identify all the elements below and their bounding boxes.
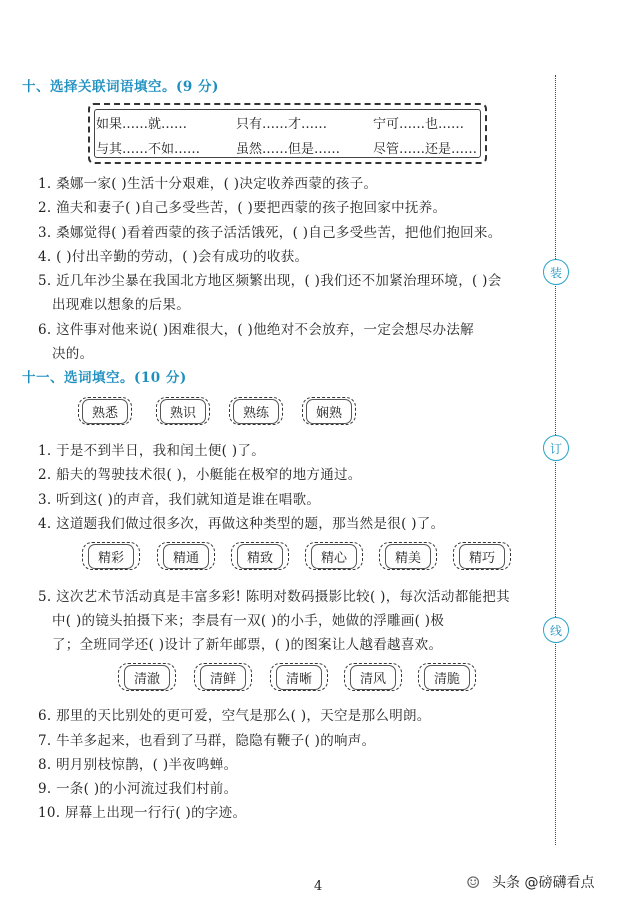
question-10-5-cont: 出现难以想象的后果。 [52,297,190,313]
word-option: 只有……才…… [236,117,328,132]
question-11-9: 9. 一条( )的小河流过我们村前。 [38,781,238,797]
question-11-7: 7. 牛羊多起来，也看到了马群，隐隐有鞭子( )的响声。 [38,733,376,749]
word-chip: 清脆 [418,663,476,691]
question-10-1: 1. 桑娜一家( )生活十分艰难，( )决定收养西蒙的孩子。 [38,176,378,192]
question-10-5: 5. 近几年沙尘暴在我国北方地区频繁出现，( )我们还不加紧治理环境，( )会 [38,273,502,289]
question-10-2: 2. 渔夫和妻子( )自己多受些苦，( )要把西蒙的孩子抱回家中抚养。 [38,200,447,216]
word-chip: 精通 [157,542,215,570]
question-11-2: 2. 船夫的驾驶技术很( )，小艇能在极窄的地方通过。 [38,467,362,483]
word-chip: 熟练 [229,397,283,425]
word-option: 与其……不如…… [96,142,201,157]
question-11-8: 8. 明月别枝惊鹊，( )半夜鸣蝉。 [38,757,238,773]
word-option: 宁可……也…… [373,117,465,132]
question-11-1: 1. 于是不到半日，我和闰土便( )了。 [38,443,265,459]
word-chip: 精美 [379,542,437,570]
word-chip: 清晰 [270,663,328,691]
word-chip: 精心 [305,542,363,570]
question-10-4: 4. ( )付出辛勤的劳动，( )会有成功的收获。 [38,249,309,265]
question-11-5: 5. 这次艺术节活动真是丰富多彩! 陈明对数码摄影比较( )，每次活动都能把其 [38,589,510,605]
word-option: 尽管……还是…… [373,142,478,157]
question-11-10: 10. 屏幕上出现一行行( )的字迹。 [38,805,247,821]
watermark: 头条 @磅礴看点 [492,875,595,891]
word-chip: 精巧 [453,542,511,570]
page-number: 4 [314,879,323,894]
word-option: 虽然……但是…… [236,142,341,157]
binding-mark: 线 [543,617,569,643]
binding-mark: 订 [543,435,569,461]
conjunction-word-box [88,103,487,164]
word-chip: 清澈 [118,663,176,691]
word-chip: 精彩 [82,542,140,570]
word-chip: 熟悉 [78,397,132,425]
question-10-6: 6. 这件事对他来说( )困难很大，( )他绝对不会放弃，一定会想尽办法解 [38,322,474,338]
question-11-6: 6. 那里的天比别处的更可爱，空气是那么( )，天空是那么明朗。 [38,708,431,724]
word-chip: 熟识 [156,397,210,425]
section-10-title: 十、选择关联词语填空。(9 分) [22,79,219,95]
question-11-3: 3. 听到这( )的声音，我们就知道是谁在唱歌。 [38,492,321,508]
word-chip: 娴熟 [302,397,356,425]
word-chip: 精致 [231,542,289,570]
question-10-3: 3. 桑娜觉得( )看着西蒙的孩子活活饿死，( )自己多受些苦，把他们抱回来。 [38,225,502,241]
section-11-title: 十一、选词填空。(10 分) [22,370,187,386]
question-10-6-cont: 决的。 [52,346,94,362]
binding-mark: 装 [543,259,569,285]
word-chip: 清风 [344,663,402,691]
watermark-icon: ☺ [466,873,481,892]
question-11-4: 4. 这道题我们做过很多次，再做这种类型的题，那当然是很( )了。 [38,516,445,532]
question-11-5-cont1: 中( )的镜头拍摄下来；李晨有一双( )的小手，她做的浮雕画( )极 [52,613,445,629]
word-option: 如果……就…… [96,117,188,132]
question-11-5-cont2: 了；全班同学还( )设计了新年邮票，( )的图案让人越看越喜欢。 [52,637,443,653]
word-chip: 清鲜 [194,663,252,691]
